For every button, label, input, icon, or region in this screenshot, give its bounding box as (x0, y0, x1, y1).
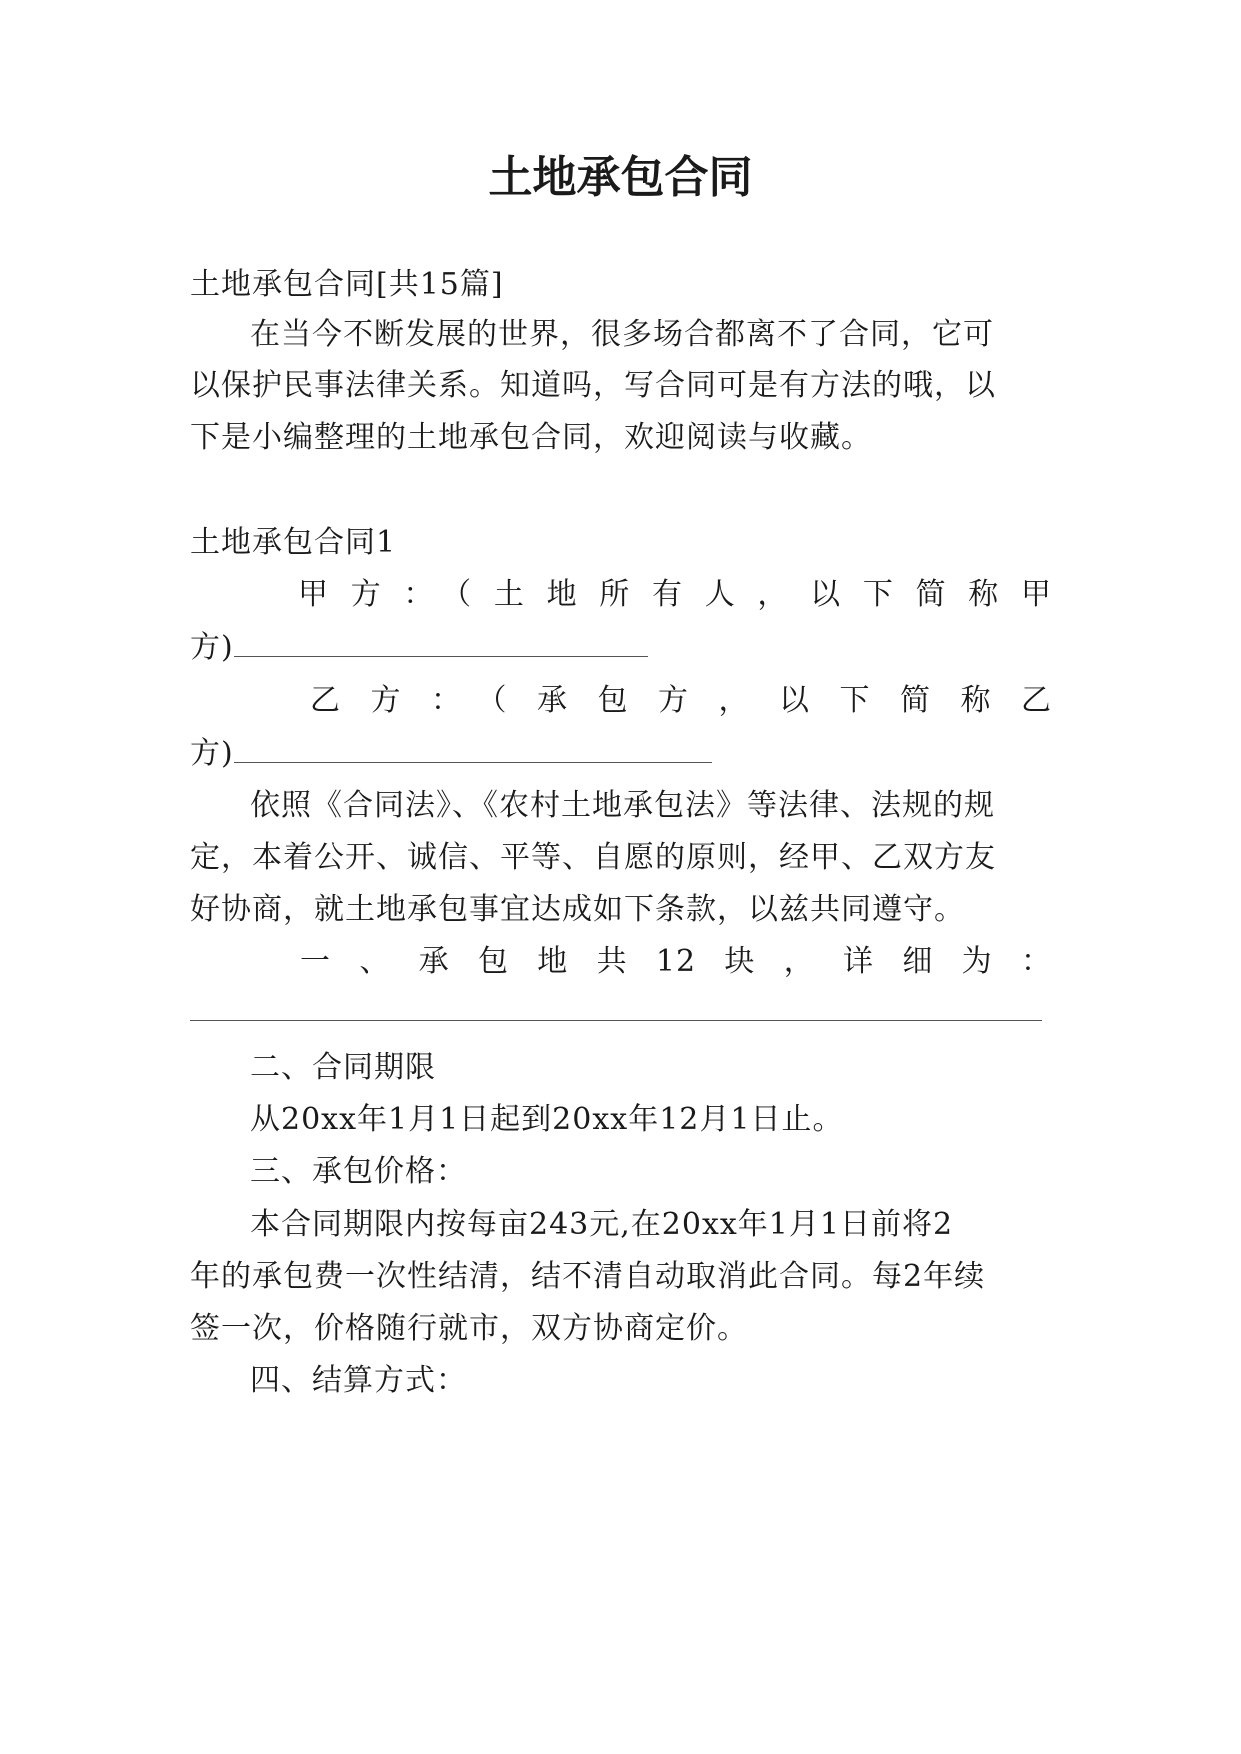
clause-1-blank-field[interactable] (190, 1020, 1042, 1021)
preamble-line-1: 依照《合同法》、《农村土地承包法》等法律、法规的规 (250, 788, 995, 823)
party-b-line-2 (190, 734, 1052, 774)
clause-3-line-1: 本合同期限内按每亩243元,在20xx年1月1日前将2 (250, 1207, 954, 1242)
section-heading: 土地承包合同1 (190, 525, 397, 560)
party-a-line-1: 甲方：（土地所有人，以下简称甲 (298, 577, 1052, 612)
party-a-line-2 (190, 628, 1052, 668)
clause-3-line-2: 年的承包费一次性结清，结不清自动取消此合同。每2年续 (190, 1259, 986, 1294)
intro-line-2: 以保护民事法律关系。知道吗，写合同可是有方法的哦，以 (190, 368, 996, 403)
clause-2-text: 从20xx年1月1日起到20xx年12月1日止。 (250, 1102, 844, 1137)
clause-4-heading: 四、结算方式： (250, 1363, 467, 1398)
document-subtitle: 土地承包合同[共15篇] (190, 267, 504, 302)
preamble-line-3: 好协商，就土地承包事宜达成如下条款，以兹共同遵守。 (190, 892, 965, 927)
preamble-line-2: 定，本着公开、诚信、平等、自愿的原则，经甲、乙双方友 (190, 840, 996, 875)
clause-1: 一、承包地共12块，详细为： (300, 944, 1052, 979)
clause-3-line-3: 签一次，价格随行就市，双方协商定价。 (190, 1311, 748, 1346)
party-b-line-1: 乙方：（承包方，以下简称乙 (310, 683, 1052, 718)
clause-3-heading: 三、承包价格： (250, 1154, 467, 1189)
party-a-label: 方) (190, 630, 234, 665)
party-b-blank-field[interactable] (234, 734, 712, 763)
clause-2-heading: 二、合同期限 (250, 1050, 436, 1085)
party-a-blank-field[interactable] (234, 628, 648, 657)
intro-line-3: 下是小编整理的土地承包合同，欢迎阅读与收藏。 (190, 420, 872, 455)
intro-line-1: 在当今不断发展的世界，很多场合都离不了合同，它可 (250, 317, 994, 352)
party-b-label: 方) (190, 736, 234, 771)
document-title: 土地承包合同 (488, 152, 753, 203)
